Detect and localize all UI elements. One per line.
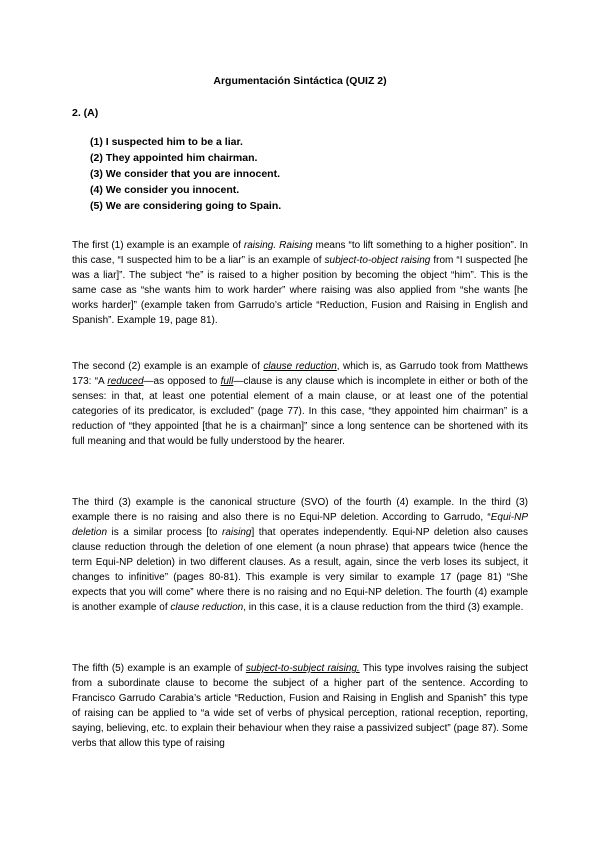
- example-item: (1) I suspected him to be a liar.: [90, 136, 243, 148]
- text-run: —as opposed to: [143, 376, 221, 387]
- example-list: [90, 134, 281, 214]
- text-run: This type involves raising the subject from a subordinate clause to become the subject of a higher part of the sentence. According to Francisco Garrudo Carabia’s article “Reduction, Fusion and Raising in English and Spanish” this type of raising can be applied to “a wide set of verbs of physical perception, rational reception, reporting, saying, believing, etc. to explain their behaviour when they raise a passivized subject” (page 87). Some verbs that allow this type of raising: [72, 663, 528, 749]
- text-run: The second (2) example is an example of: [72, 361, 264, 372]
- term-clause-reduction: clause reduction: [263, 361, 337, 372]
- paragraph-example-5: [72, 661, 528, 751]
- text-run: is a similar process [to: [107, 527, 223, 538]
- text-run: from “I suspected [he was a liar]”. The subject “he” is raised to a higher position by becoming the object “him”. This is the same case as “she wants him to work harder” where raising was also applied from “she wants [he works harder]” (example taken from Garrudo’s article “Reduction, Fusion and Raising in English and Spanish”. Example 19, page 81).: [72, 255, 528, 326]
- text-run: The first (1) example is an example of: [72, 240, 244, 251]
- example-item: (2) They appointed him chairman.: [90, 152, 258, 164]
- term-raising: raising: [222, 527, 252, 538]
- text-run: means “to lift something to a higher position”. In this case, “I suspected him to be a liar” is an example of: [72, 240, 528, 266]
- example-item: (4) We consider you innocent.: [90, 184, 240, 196]
- paragraph-example-2: [72, 359, 528, 449]
- page-title: Argumentación Sintáctica (QUIZ 2): [213, 75, 387, 87]
- term-full: full: [220, 376, 234, 387]
- term-reduced: reduced: [107, 376, 144, 387]
- example-item: (5) We are considering going to Spain.: [90, 200, 282, 212]
- section-heading: 2. (A): [72, 107, 99, 119]
- term-raising: Raising: [279, 240, 313, 251]
- text-run: The third (3) example is the canonical structure (SVO) of the fourth (4) example. In the third (3) example there is no raising and also there is no Equi-NP deletion. According to Garrudo, “: [72, 497, 528, 523]
- text-run: The fifth (5) example is an example of: [72, 663, 246, 674]
- paragraph-example-3-4: [72, 495, 528, 615]
- term-clause-reduction: clause reduction: [170, 602, 244, 613]
- term-subject-to-subject-raising: subject-to-subject raising.: [245, 663, 360, 674]
- term-raising: raising.: [243, 240, 277, 251]
- term-subject-to-object-raising: subject-to-object raising: [324, 255, 431, 266]
- text-run: , in this case, it is a clause reduction from the third (3) example.: [243, 602, 524, 613]
- text-run: —clause is any clause which is incomplete in either or both of the senses: in that, at least one potential element of a main clause, or at least one of the potential categories of its predicator, is excluded” (page 77). In this case, “they appointed him chairman” is a reduction of “they appointed [that he is a chairman]” since a long sentence can be shortened with its full meaning and that would be fully understood by the hearer.: [72, 376, 529, 447]
- paragraph-example-1: [72, 238, 528, 328]
- term-equi-np-deletion: Equi-NP deletion: [72, 512, 528, 538]
- text-run: , which is, as Garrudo took from Matthews 173: “A: [72, 361, 529, 387]
- example-item: (3) We consider that you are innocent.: [90, 168, 281, 180]
- text-run: ] that operates independently. Equi-NP deletion also causes clause reduction through the deletion of one element (a noun phrase) that appears twice (hence the term Equi-NP deletion) in two different clauses. As a result, again, since the verb loses its subject, it changes to infinitive” (pages 80-81). This example is very similar to example 17 (page 81) “She expects that you will come” where there is no raising and no Equi-NP deletion. The fourth (4) example is another example of: [72, 527, 528, 613]
